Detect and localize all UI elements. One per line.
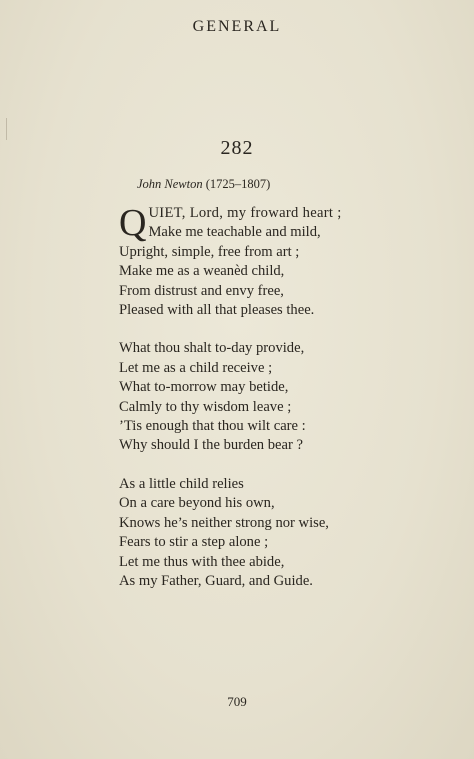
poem-line: Let me as a child receive ; bbox=[119, 359, 273, 376]
author-name: John Newton bbox=[137, 177, 203, 191]
poem bbox=[119, 202, 342, 610]
stanza-2 bbox=[119, 339, 329, 455]
running-head: GENERAL bbox=[192, 18, 282, 35]
poem-line: Why should I the burden bear ? bbox=[119, 437, 303, 454]
hymn-number: 282 bbox=[220, 137, 254, 159]
drop-cap: Q bbox=[119, 202, 147, 244]
poem-line: Fears to stir a step alone ; bbox=[119, 534, 269, 551]
poem-line: As my Father, Guard, and Guide. bbox=[119, 572, 313, 589]
page-number: 709 bbox=[227, 694, 247, 709]
poem-line: Upright, simple, free from art ; bbox=[119, 243, 300, 260]
poem-line: On a care beyond his own, bbox=[119, 495, 275, 512]
poem-line: As a little child relies bbox=[119, 475, 244, 492]
poem-line: Make me as a weanèd child, bbox=[119, 263, 285, 280]
poem-line: Let me thus with thee abide, bbox=[119, 553, 285, 570]
stanza-3 bbox=[119, 475, 329, 591]
poem-line: What thou shalt to-day provide, bbox=[119, 340, 305, 357]
poem-line: Knows he’s neither strong nor wise, bbox=[119, 514, 329, 531]
poem-line: What to-morrow may betide, bbox=[119, 379, 289, 396]
poem-line: UIET, Lord, my froward heart ; bbox=[148, 205, 342, 221]
poem-line: Make me teachable and mild, bbox=[148, 224, 321, 241]
author-attribution bbox=[137, 177, 270, 192]
stanza-1 bbox=[119, 202, 342, 320]
poem-line: ’Tis enough that thou wilt care : bbox=[119, 418, 306, 435]
poem-line: Pleased with all that pleases thee. bbox=[119, 302, 315, 319]
poem-line: Calmly to thy wisdom leave ; bbox=[119, 398, 292, 415]
author-dates: (1725–1807) bbox=[205, 177, 271, 191]
poem-line: From distrust and envy free, bbox=[119, 282, 284, 299]
